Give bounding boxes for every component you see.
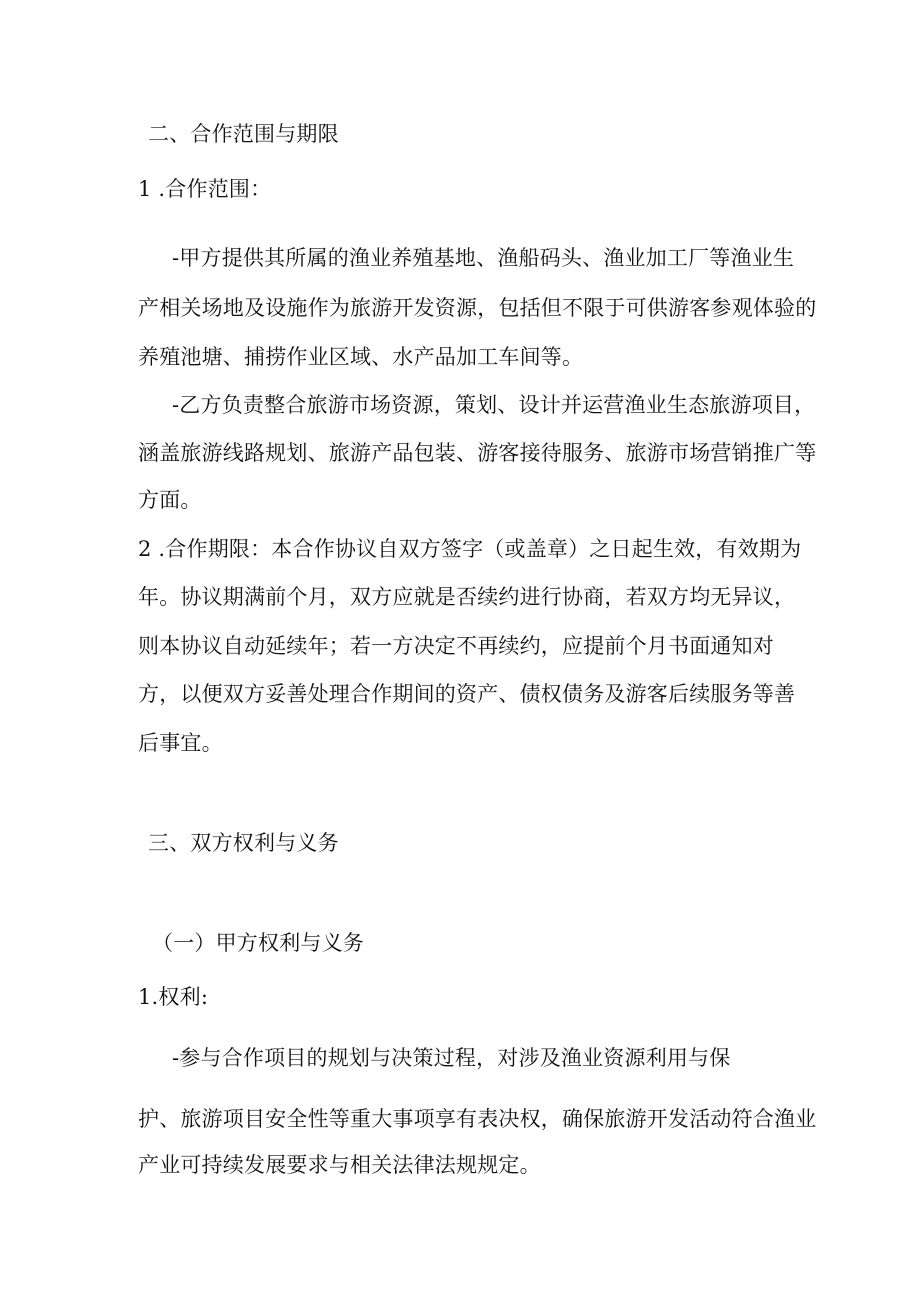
- paragraph-line: 涵盖旅游线路规划、旅游产品包装、游客接待服务、旅游市场营销推广等: [138, 441, 817, 465]
- paragraph-line: 养殖池塘、捕捞作业区域、水产品加工车间等。: [138, 345, 584, 369]
- paragraph-line: 后事宜。: [138, 731, 223, 755]
- paragraph-line: 产相关场地及设施作为旅游开发资源，包括但不限于可供游客参观体验的: [138, 296, 817, 320]
- subsection-heading: （一）甲方权利与义务: [152, 931, 364, 955]
- paragraph-line: -乙方负责整合旅游市场资源，策划、设计并运营渔业生态旅游项目，: [172, 393, 816, 417]
- paragraph-line: 产业可持续发展要求与相关法律法规规定。: [138, 1153, 541, 1177]
- paragraph-line: 方面。: [138, 488, 202, 512]
- paragraph-line: -甲方提供其所属的渔业养殖基地、渔船码头、渔业加工厂等渔业生: [172, 246, 795, 270]
- rights-heading: 1.权利:: [138, 985, 209, 1009]
- paragraph-line: 则本协议自动延续年；若一方决定不再续约，应提前个月书面通知对: [138, 634, 774, 658]
- section-heading-3: 三、双方权利与义务: [148, 831, 339, 855]
- paragraph-line: 2 .合作期限：本合作协议自双方签字（或盖章）之日起生效，有效期为: [138, 537, 802, 561]
- paragraph-line: 方，以便双方妥善处理合作期间的资产、债权债务及游客后续服务等善: [138, 682, 796, 706]
- paragraph-line: -参与合作项目的规划与决策过程，对涉及渔业资源利用与保: [172, 1046, 731, 1070]
- section-heading-2: 二、合作范围与期限: [148, 122, 339, 146]
- item-heading-scope: 1 .合作范围：: [138, 177, 272, 201]
- paragraph-line: 年。协议期满前个月，双方应就是否续约进行协商，若双方均无异议，: [138, 585, 796, 609]
- paragraph-line: 护、旅游项目安全性等重大事项享有表决权，确保旅游开发活动符合渔业: [138, 1107, 817, 1131]
